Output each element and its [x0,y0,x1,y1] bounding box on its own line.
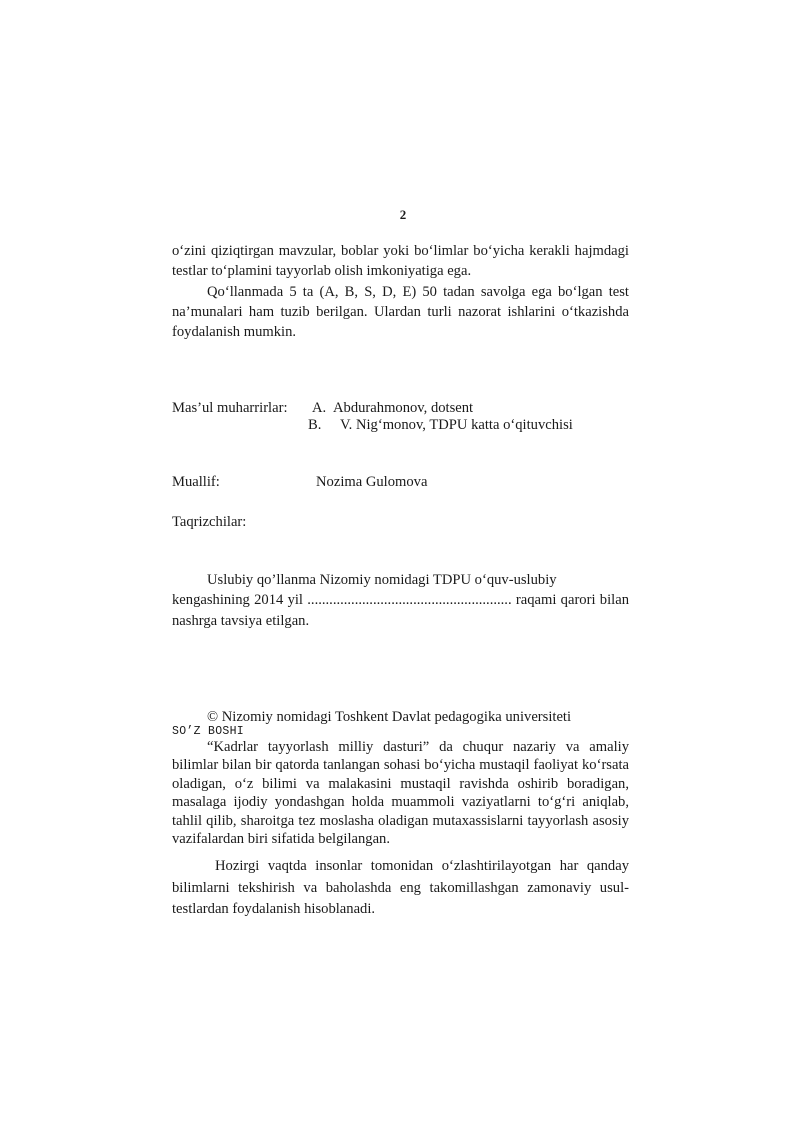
author-name: Nozima Gulomova [316,474,428,490]
reviewers-label: Taqrizchilar: [172,514,247,530]
copyright-line: © Nizomiy nomidagi Toshkent Davlat pedagogika universiteti [207,709,572,725]
author-label: Muallif: [172,474,220,490]
approval-line-3: nashrga tavsiya etilgan. [172,612,310,629]
intro-paragraph-2: Qo‘llanmada 5 ta (A, B, S, D, E) 50 tadan savolga ega bo‘lgan test na’munalari ham tuzib berilgan. Ulardan turli nazorat ishlarini o‘tkazishda foydalanish mumkin. [172,283,629,341]
intro-paragraph-1: o‘zini qiziqtirgan mavzular, boblar yoki bo‘limlar bo‘yicha kerakli hajmdagi testlar to‘plamini tayyorlab olish imkoniyatiga ega. [172,243,629,280]
page-number: 2 [399,207,407,222]
editor-a-marker: A. [312,400,327,416]
preface-paragraph-2: Hozirgi vaqtda insonlar tomonidan o‘zlashtirilayotgan har qanday bilimlarni tekshirish va baholashda eng takomillashgan zamonaviy usul-testlardan foydalanish hisoblanadi. [172,858,629,918]
preface-text [172,738,629,921]
section-heading: SO’Z BOSHI [172,725,245,738]
editor-b-marker: B. [308,417,322,433]
editor-b: V. Nig‘monov, TDPU katta o‘qituvchisi [340,417,573,433]
editors-label: Mas’ul muharrirlar: [172,400,288,416]
intro-text [172,241,629,342]
preface-paragraph-1: “Kadrlar tayyorlash milliy dasturi” da chuqur nazariy va amaliy bilimlar bilan bir qatorda tanlangan sohasi bo‘yicha mustaqil faoliyat ko‘rsata oladigan, o‘z bilimi va malakasini mustaqil ravishda oshirib boradigan, masalaga ijodiy yondashgan holda muammoli vaziyatlarni to‘g‘ri aniqlab, tahlil qilib, sharoitga tez moslasha oladigan mutaxassislarni tayyorlash asosiy vazifalardan biri sifatida belgilangan. [172,739,629,848]
approval-text [172,570,629,631]
approval-line-1: Uslubiy qo’llanma Nizomiy nomidagi TDPU o‘quv-uslubiy [207,572,557,588]
editor-a: Abdurahmonov, dotsent [333,400,474,416]
approval-line-2: kengashining 2014 yil ........................................................ raqami qarori bilan [172,592,629,609]
